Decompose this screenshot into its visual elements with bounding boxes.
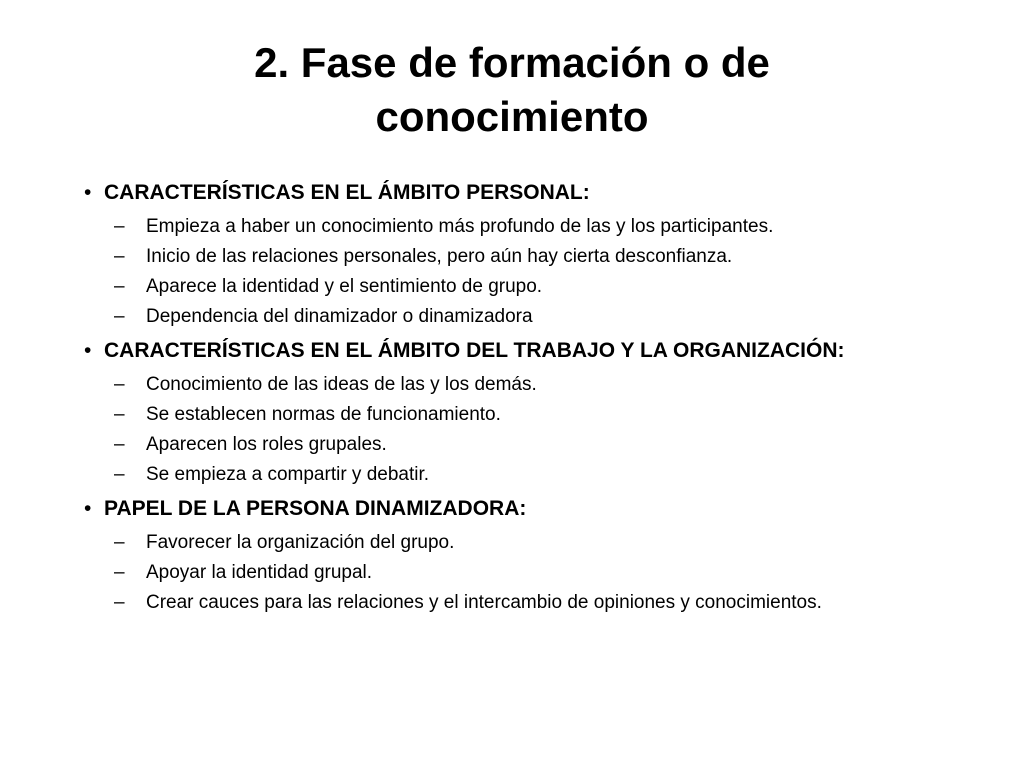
sub-list bbox=[84, 212, 964, 332]
section-personal bbox=[84, 178, 964, 332]
list-item-text: Aparece la identidad y el sentimiento de grupo. bbox=[146, 276, 543, 297]
dash-icon: – bbox=[114, 216, 125, 237]
dash-icon: – bbox=[114, 434, 125, 455]
list-item bbox=[114, 400, 964, 430]
section-heading: CARACTERÍSTICAS EN EL ÁMBITO DEL TRABAJO Y LA ORGANIZACIÓN: bbox=[104, 339, 845, 362]
section-heading: PAPEL DE LA PERSONA DINAMIZADORA: bbox=[104, 497, 527, 520]
bullet-icon: • bbox=[84, 497, 92, 520]
dash-icon: – bbox=[114, 464, 125, 485]
dash-icon: – bbox=[114, 374, 125, 395]
list-item bbox=[114, 430, 964, 460]
list-item-text: Dependencia del dinamizador o dinamizadora bbox=[146, 306, 533, 327]
list-item bbox=[114, 558, 964, 588]
dash-icon: – bbox=[114, 592, 125, 613]
bullet-row bbox=[84, 178, 964, 208]
bullet-icon: • bbox=[84, 339, 92, 362]
sub-list bbox=[84, 528, 964, 618]
dash-icon: – bbox=[114, 306, 125, 327]
list-item bbox=[114, 460, 964, 490]
list-item bbox=[114, 272, 964, 302]
section-trabajo-organizacion bbox=[84, 336, 964, 490]
dash-icon: – bbox=[114, 276, 125, 297]
bullet-icon: • bbox=[84, 181, 92, 204]
bullet-row bbox=[84, 494, 964, 524]
list-item-text: Se empieza a compartir y debatir. bbox=[146, 464, 430, 485]
list-item-text: Aparecen los roles grupales. bbox=[146, 434, 387, 455]
sub-list bbox=[84, 370, 964, 490]
dash-icon: – bbox=[114, 532, 125, 553]
slide-title: 2. Fase de formación o de conocimiento bbox=[254, 39, 770, 140]
list-item-text: Apoyar la identidad grupal. bbox=[146, 562, 373, 583]
list-item bbox=[114, 370, 964, 400]
list-item-text: Crear cauces para las relaciones y el intercambio de opiniones y conocimientos. bbox=[146, 592, 822, 613]
dash-icon: – bbox=[114, 246, 125, 267]
slide-content bbox=[84, 178, 964, 622]
list-item-text: Inicio de las relaciones personales, pero aún hay cierta desconfianza. bbox=[146, 246, 733, 267]
bullet-row bbox=[84, 336, 964, 366]
list-item bbox=[114, 302, 964, 332]
dash-icon: – bbox=[114, 404, 125, 425]
list-item-text: Favorecer la organización del grupo. bbox=[146, 532, 455, 553]
dash-icon: – bbox=[114, 562, 125, 583]
list-item-text: Empieza a haber un conocimiento más profundo de las y los participantes. bbox=[146, 216, 774, 237]
list-item bbox=[114, 588, 964, 618]
list-item-text: Conocimiento de las ideas de las y los demás. bbox=[146, 374, 537, 395]
section-papel-dinamizadora bbox=[84, 494, 964, 618]
list-item bbox=[114, 212, 964, 242]
list-item bbox=[114, 242, 964, 272]
list-item bbox=[114, 528, 964, 558]
list-item-text: Se establecen normas de funcionamiento. bbox=[146, 404, 501, 425]
section-heading: CARACTERÍSTICAS EN EL ÁMBITO PERSONAL: bbox=[104, 181, 590, 204]
